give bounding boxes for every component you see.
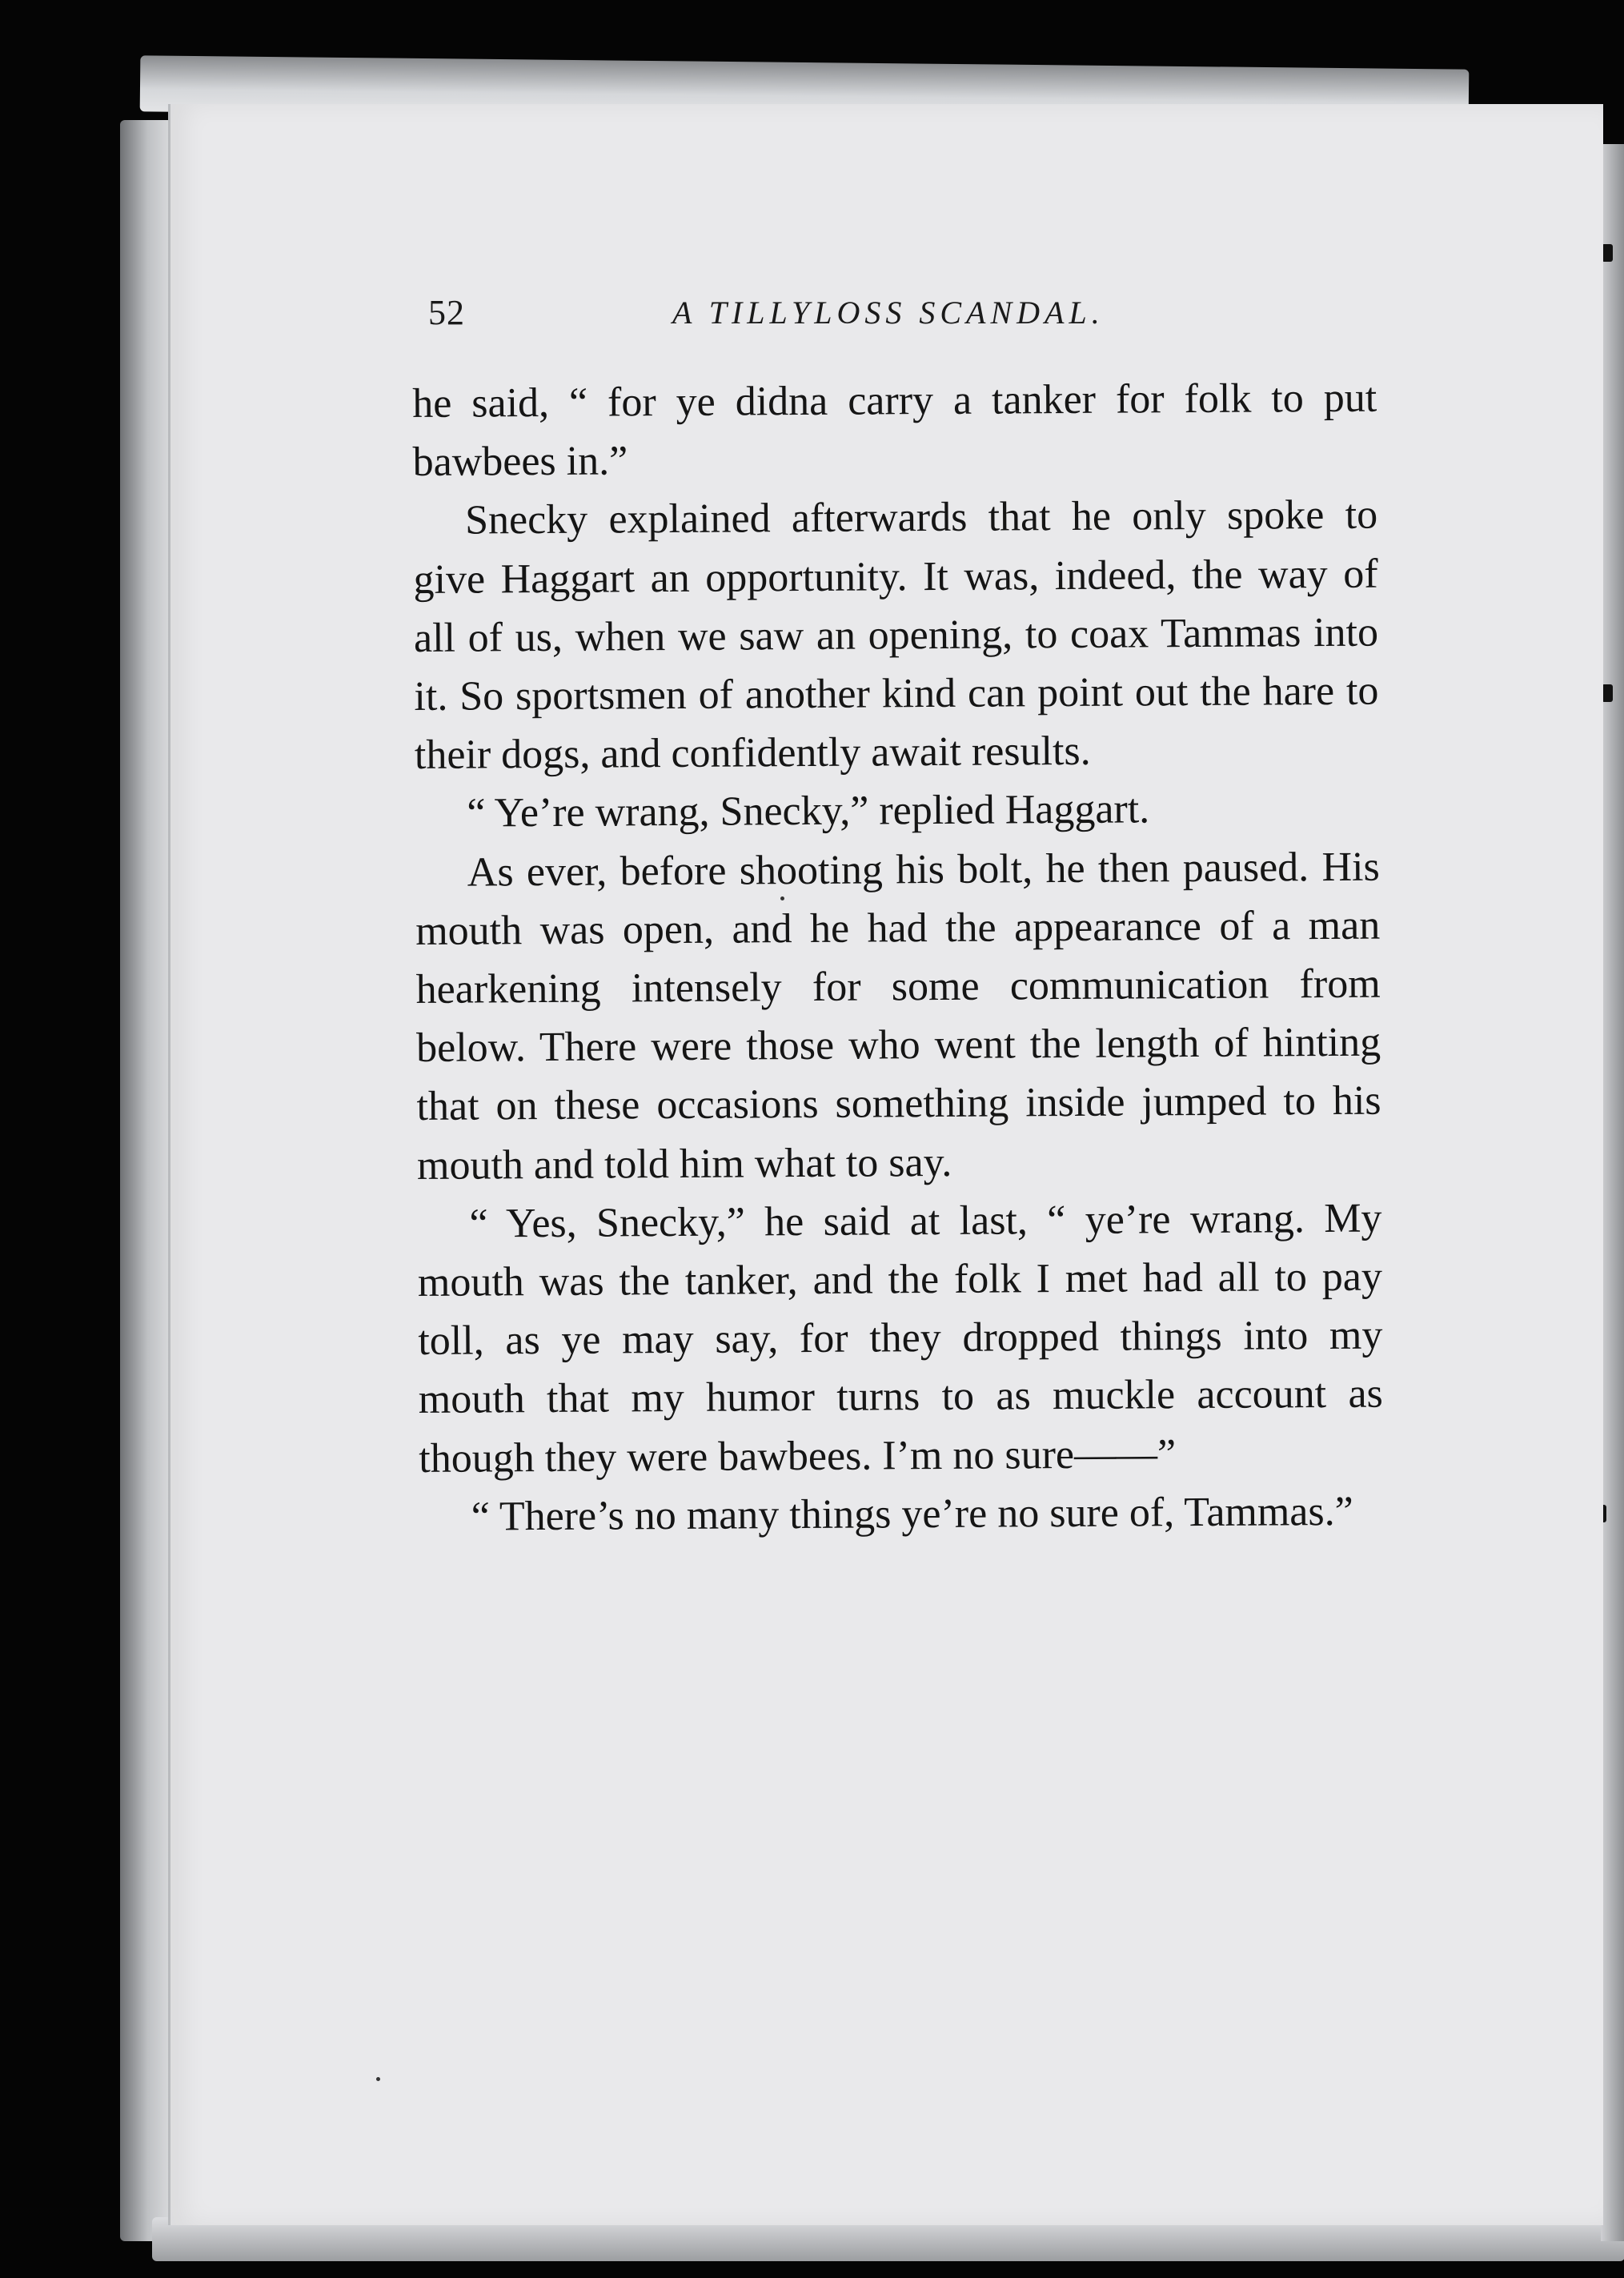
stray-dot bbox=[376, 2077, 380, 2081]
body-text bbox=[412, 369, 1384, 1546]
edge-mark bbox=[1602, 244, 1613, 262]
paragraph: As ever, before shooting his bolt, he then paused. His mouth was open, and he had the appearance of a man hearkening intensely for some communication from below. There were those who went the length of hinting that on these occasions something inside jumped to his mouth and told him what to say. bbox=[415, 844, 1381, 1189]
page-right-edge bbox=[1601, 144, 1624, 2241]
paragraph: he said, “ for ye didna carry a tanker for folk to put bawbees in.” bbox=[412, 375, 1377, 486]
paragraph: “ There’s no many things ye’re no sure of, Tammas.” bbox=[471, 1488, 1353, 1540]
edge-mark bbox=[1602, 684, 1613, 702]
page-number: 52 bbox=[428, 293, 465, 332]
running-header bbox=[428, 292, 1229, 340]
running-title: A TILLYLOSS SCANDAL. bbox=[672, 295, 1105, 331]
paragraph: Snecky explained afterwards that he only spoke to give Haggart an opportunity. It was, indeed, the way of all of us, when we saw an opening, to coax Tammas into it. So sportsmen of another kind can point out the hare to their dogs, and confidently await results. bbox=[413, 492, 1379, 779]
paragraph: “ Yes, Snecky,” he said at last, “ ye’re wrang. My mouth was the tanker, and the folk I met had all to pay toll, as ye may say, for they dropped things into my mouth that my humor turns to as muckle account as though they were bawbees. I’m no sure——” bbox=[417, 1195, 1383, 1482]
paragraph: “ Ye’re wrang, Snecky,” replied Haggart. bbox=[467, 786, 1150, 837]
